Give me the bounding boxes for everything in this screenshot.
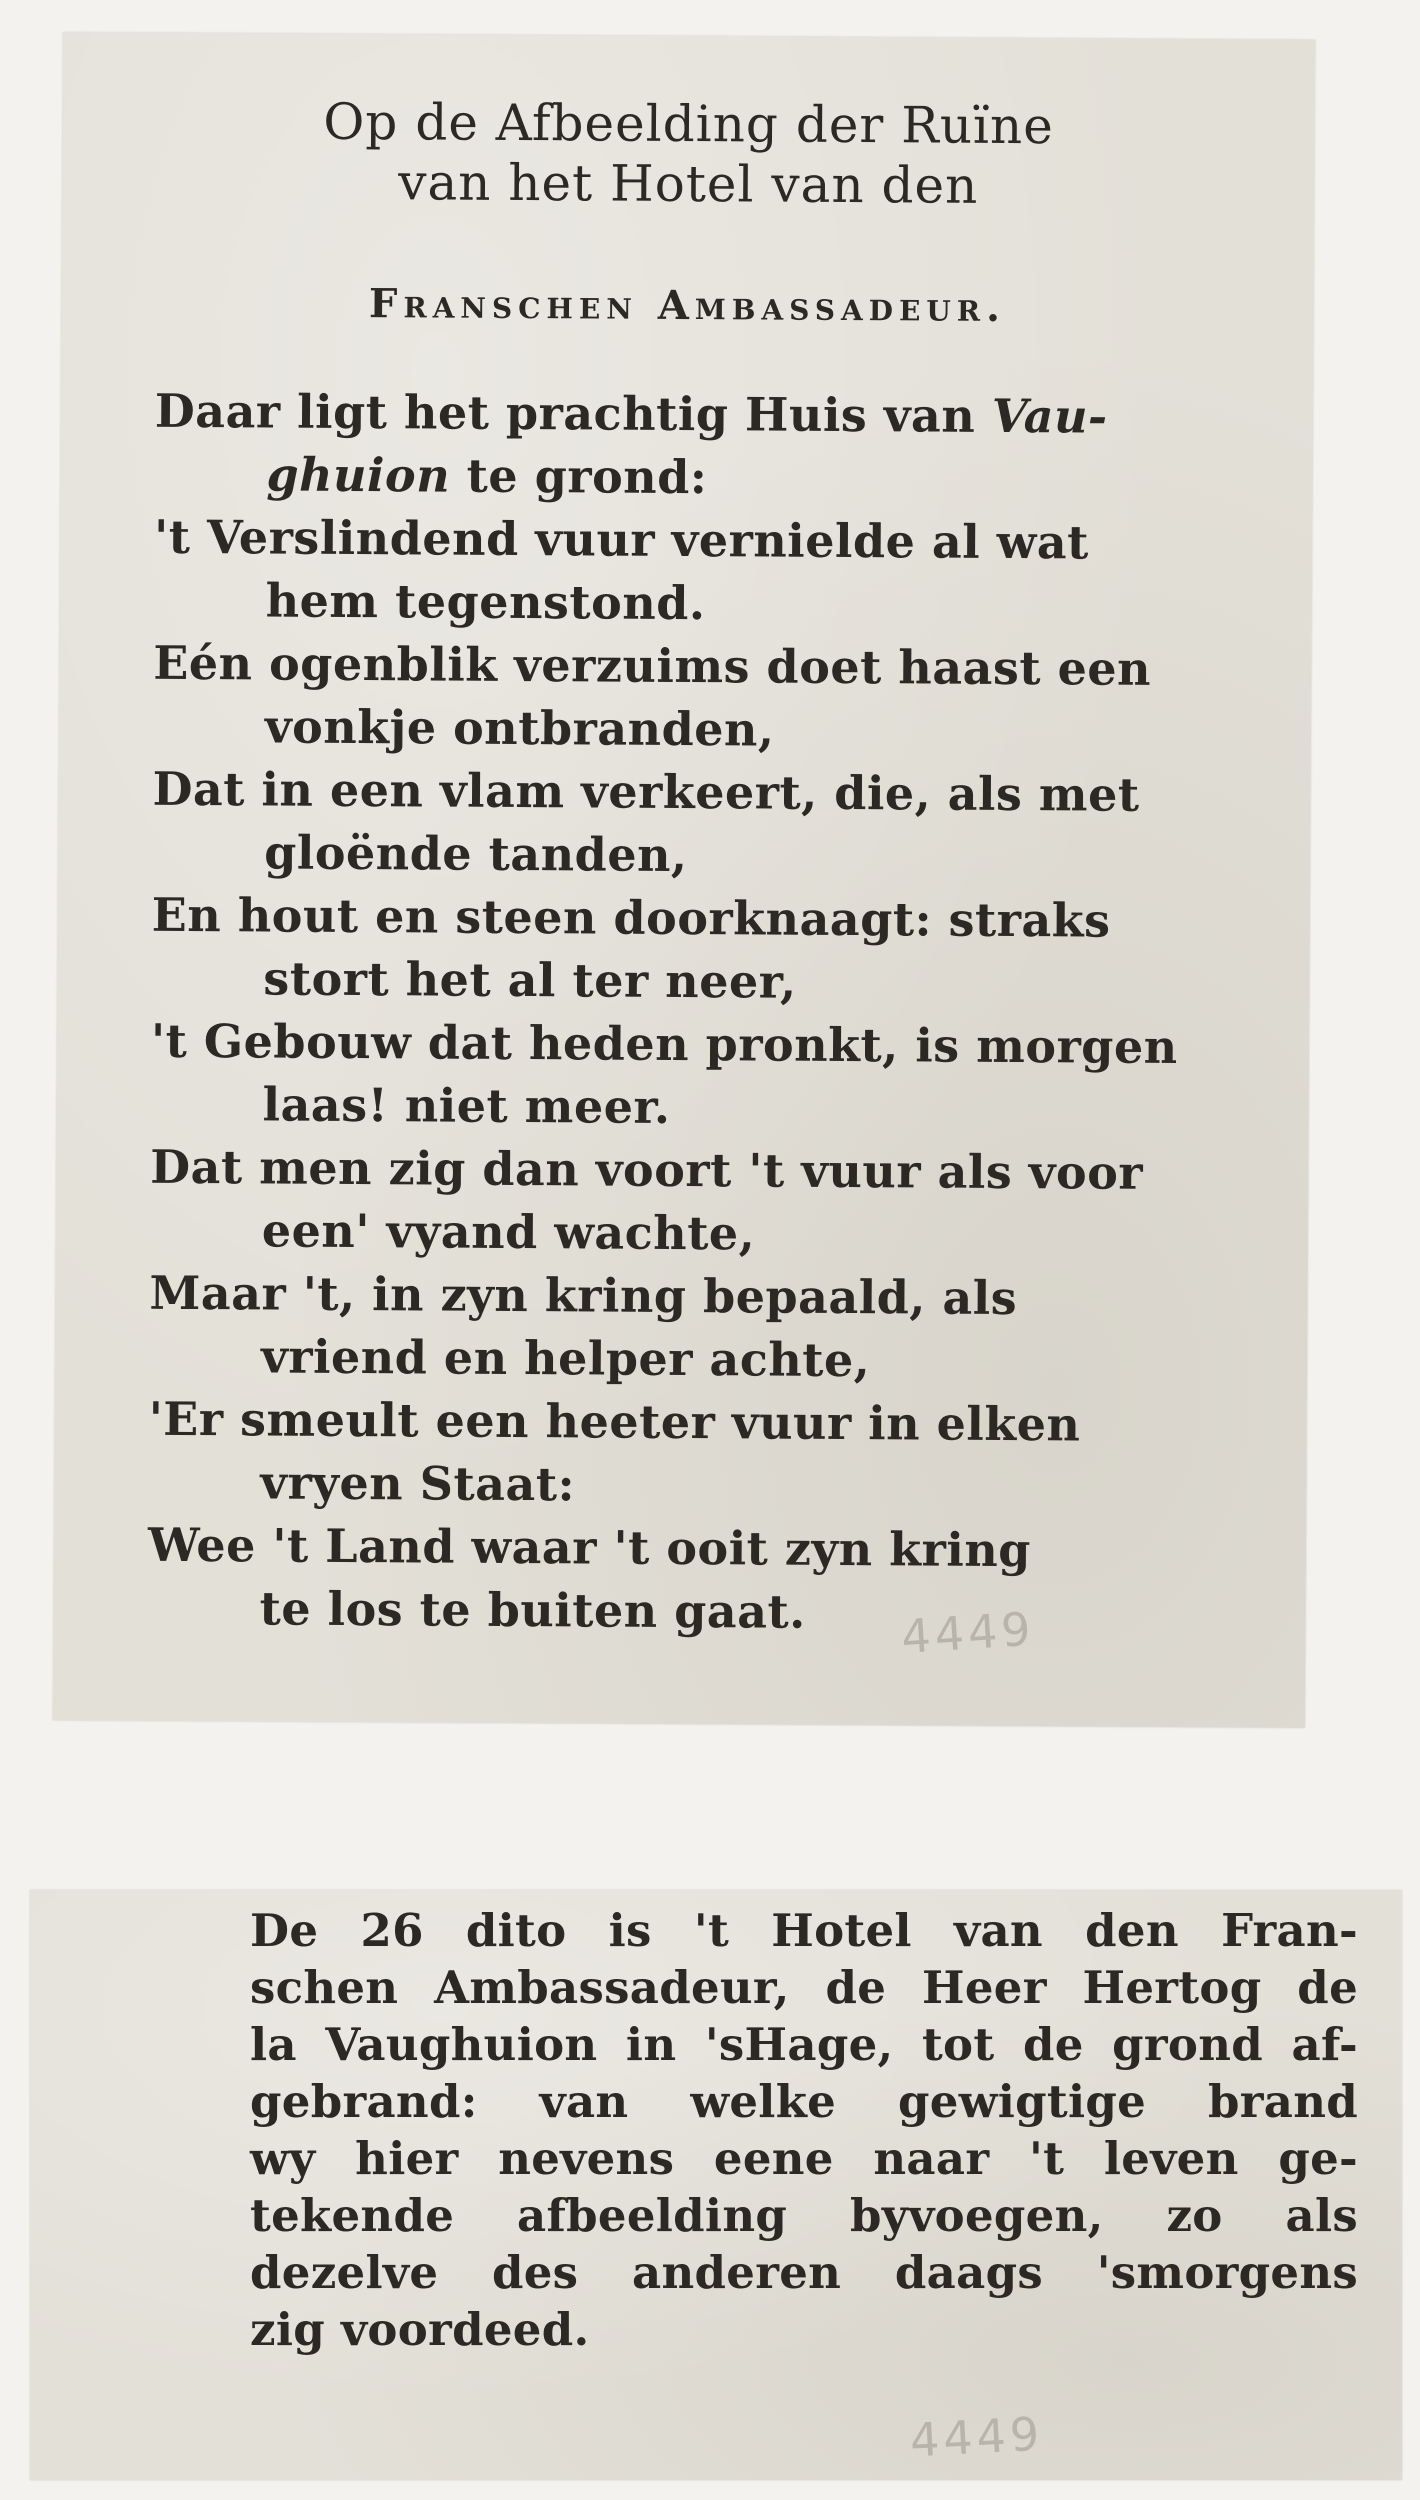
title-line-2: van het Hotel van den: [398, 153, 979, 215]
verse: [152, 758, 1271, 891]
verse: [150, 1136, 1269, 1269]
verse-line: Maar 't, in zyn kring bepaald, als: [149, 1265, 1018, 1326]
news-line: De 26 dito is 't Hotel van den Fran-: [250, 1904, 1358, 1957]
news-line: la Vaughuion in 'sHage, tot de grond af-: [250, 2018, 1358, 2071]
news-line: schen Ambassadeur, de Heer Hertog de: [250, 1961, 1358, 2014]
news-line: wy hier nevens eene naar 't leven ge-: [250, 2132, 1358, 2185]
verse-continuation: ghuion te grond:: [266, 447, 708, 505]
news-clipping: [30, 1890, 1402, 2480]
verse: [151, 884, 1270, 1017]
verse-line: 't Gebouw dat heden pronkt, is morgen: [150, 1013, 1178, 1075]
verse-line: Wee 't Land waar 't ooit zyn kring: [147, 1517, 1032, 1578]
verse-continuation: vonkje ontbranden,: [264, 699, 775, 757]
verse-line: 'Er smeult een heeter vuur in elken: [148, 1391, 1081, 1452]
verse: [153, 632, 1272, 765]
pencil-inventory-number: 4449: [899, 1601, 1037, 1664]
poem-clipping: [53, 32, 1315, 1728]
verse: [149, 1262, 1268, 1395]
verse-line: Dat men zig dan voort 't vuur als voor: [150, 1139, 1144, 1200]
verse-continuation: stort het al ter neer,: [263, 951, 797, 1009]
title-ambassadeur: Franschen Ambassadeur.: [368, 280, 1007, 331]
verse: [154, 380, 1273, 513]
verse-continuation: een' vyand wachte,: [261, 1203, 756, 1261]
verse-line: En hout en steen doorknaagt: straks: [151, 887, 1111, 948]
verse-continuation: te los te buiten gaat.: [259, 1581, 806, 1639]
verse-continuation: vriend en helper achte,: [260, 1329, 871, 1388]
verse-continuation: gloënde tanden,: [263, 825, 688, 883]
verse: [150, 1010, 1269, 1143]
poem-body: [53, 379, 1313, 1647]
title-line-1: Op de Afbeelding der Ruïne: [323, 92, 1054, 156]
verse-line: Eén ogenblik verzuims doet haast een: [153, 635, 1152, 696]
news-line: dezelve des anderen daags 'smorgens: [250, 2246, 1358, 2299]
verse: [148, 1388, 1267, 1521]
verse: [154, 506, 1273, 639]
verse-continuation: vryen Staat:: [260, 1455, 576, 1512]
news-line: tekende afbeelding byvoegen, zo als: [250, 2189, 1358, 2242]
verse: [147, 1514, 1266, 1647]
news-line: zig voordeed.: [250, 2303, 590, 2356]
verse-continuation: laas! niet meer.: [262, 1077, 671, 1134]
verse-line: Daar ligt het prachtig Huis van Vau-: [154, 383, 1108, 444]
verse-continuation: hem tegenstond.: [265, 573, 706, 631]
news-line: gebrand: van welke gewigtige brand: [250, 2075, 1358, 2128]
verse-line: 't Verslindend vuur vernielde al wat: [153, 509, 1090, 570]
pencil-inventory-number: 4449: [908, 2406, 1045, 2468]
news-paragraph: [250, 1902, 1358, 2358]
verse-line: Dat in een vlam verkeert, die, als met: [152, 761, 1140, 822]
